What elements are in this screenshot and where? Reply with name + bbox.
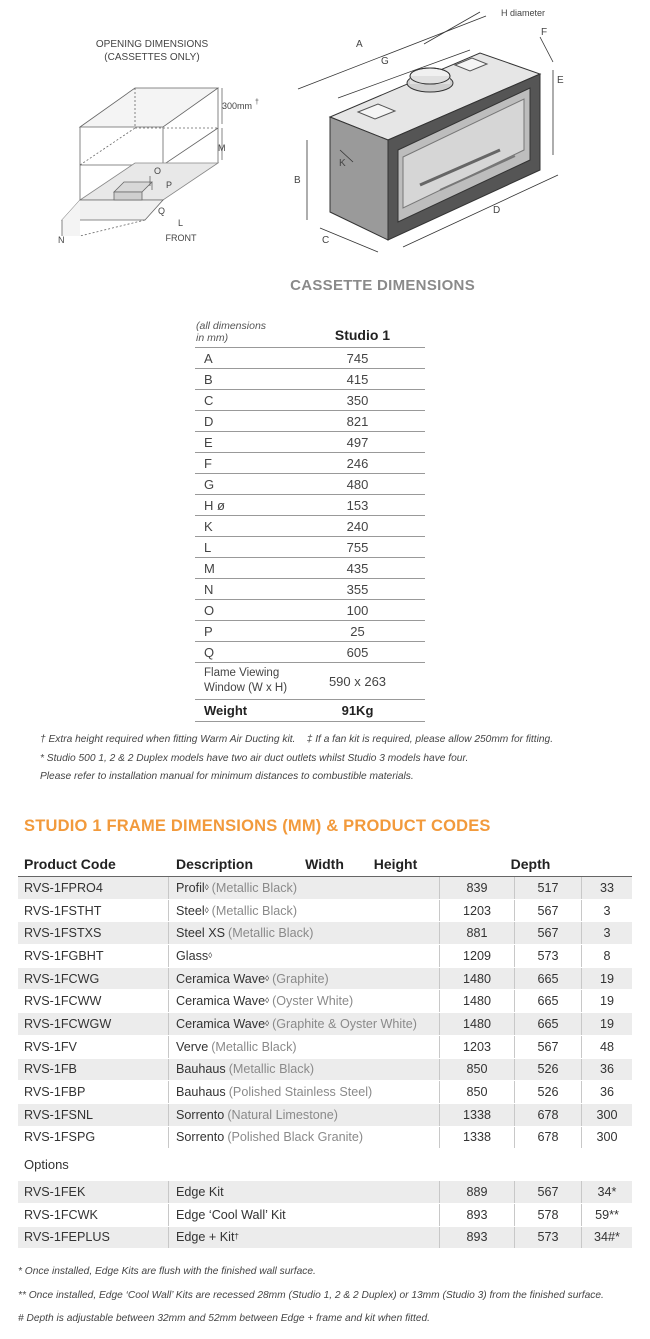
dimension-key: N [204,581,214,597]
product-width: 1203 [440,900,515,922]
cassette-table-header [195,313,425,348]
header-product-code: Product Code [24,856,116,872]
product-code: RVS-1FBP [18,1081,169,1103]
product-code: RVS-1FSTHT [18,900,169,922]
dimension-value: 497 [346,434,369,450]
dimension-key: A [204,350,213,366]
product-description [169,1127,440,1149]
product-description: Profil ◊ (Metallic Black) [169,877,440,899]
header-height: Height [373,856,418,872]
dimension-key: L [204,539,212,555]
product-description [169,1181,440,1203]
cassette-row [195,474,425,495]
product-depth: 19 [599,971,614,986]
label-dagger: † [255,99,259,106]
product-code: RVS-1FEK [18,1181,169,1203]
description-name: Sorrento [176,1130,225,1145]
cassette-row [195,579,425,600]
label-m: M [218,143,226,153]
description-name: Profil [176,880,205,895]
flame-window-row [195,663,425,700]
opening-title-2: (CASSETTES ONLY) [104,52,200,63]
dimension-key: H ø [204,497,225,513]
frame-dimensions-table [18,852,632,1249]
dimension-key: F [204,455,212,471]
label-e: E [557,75,564,86]
product-depth: 19 [599,1016,614,1031]
dimension-value: 755 [346,539,369,555]
product-description: Ceramica Wave ◊ (Oyster White) [169,990,440,1012]
cassette-notes [40,731,640,787]
description-name: Edge ‘Cool Wall’ Kit [176,1207,286,1222]
product-depth: 36 [599,1085,614,1100]
description-name: Edge Kit [176,1185,224,1200]
frame-dimensions-title: STUDIO 1 FRAME DIMENSIONS (MM) & PRODUCT CODES [24,817,491,835]
product-depth: 48 [599,1039,614,1054]
product-code: RVS-1FCWGW [18,1013,169,1035]
product-depth: 300 [596,1107,618,1122]
product-depth: 3 [603,903,611,918]
description-name: Sorrento [176,1107,225,1122]
product-row [18,945,632,968]
product-row [18,968,632,991]
product-row [18,1059,632,1082]
cassette-row [195,348,425,369]
label-d: D [493,205,501,216]
product-code: RVS-1FSNL [18,1104,169,1126]
product-row [18,877,632,900]
cassette-row [195,411,425,432]
dimension-key: C [204,392,214,408]
description-finish: (Metallic Black) [228,1062,315,1077]
dimension-key: D [204,413,214,429]
dimension-value: 821 [346,413,369,429]
product-width: 1338 [440,1104,515,1126]
description-name: Ceramica Wave [176,994,266,1009]
product-width: 889 [440,1181,515,1203]
product-width: 1480 [440,990,515,1012]
note-line-3: Please refer to installation manual for minimum distances to combustible materials. [40,771,414,782]
weight-row [195,700,425,722]
weight-value: 91Kg [341,703,374,718]
dimension-key: M [204,560,215,576]
description-name: Ceramica Wave [176,971,266,986]
product-depth: 3 [603,926,611,941]
product-height: 567 [515,1181,582,1203]
description-name: Steel XS [176,926,226,941]
flame-label-line-2: Window (W x H) [204,682,288,694]
description-name: Edge + Kit [176,1230,235,1245]
cassette-row [195,369,425,390]
dimension-value: 415 [346,371,369,387]
product-depth: 34* [597,1185,617,1200]
description-name: Ceramica Wave [176,1016,266,1031]
product-height: 665 [515,1013,582,1035]
product-depth: 33 [599,880,614,895]
product-height: 665 [515,990,582,1012]
label-300mm: 300mm [222,101,253,111]
description-finish: (Metallic Black) [211,880,298,895]
flame-window-value: 590 x 263 [328,673,387,689]
label-b: B [294,175,301,186]
product-height: 517 [515,877,582,899]
dimension-key: G [204,476,215,492]
cassette-row [195,558,425,579]
header-description: Description [176,856,254,872]
dimension-value: 246 [346,455,369,471]
product-width: 850 [440,1059,515,1081]
product-depth: 34#* [594,1230,620,1245]
description-name: Bauhaus [176,1062,226,1077]
product-description [169,1104,440,1126]
frame-note-3: # Depth is adjustable between 32mm and 52mm between Edge + frame and kit when fitted. [18,1313,430,1324]
frame-note-1: * Once installed, Edge Kits are flush with the finished wall surface. [18,1266,316,1277]
product-height: 526 [515,1059,582,1081]
frame-notes [18,1266,638,1337]
flame-window-label [195,666,310,696]
cassette-row [195,600,425,621]
dimension-key: E [204,434,213,450]
description-finish: (Graphite & Oyster White) [272,1016,417,1031]
product-row [18,1104,632,1127]
dimension-key: K [204,518,213,534]
note-line-1 [40,731,640,750]
product-width: 881 [440,922,515,944]
product-depth: 300 [596,1130,618,1145]
frame-table-header [18,852,632,877]
cassette-row [195,495,425,516]
label-q: Q [158,206,166,216]
frame-rows [18,877,632,1149]
product-width: 1480 [440,1013,515,1035]
cassette-row [195,537,425,558]
dimension-key: P [204,623,213,639]
product-width: 1338 [440,1127,515,1149]
product-code: RVS-1FSTXS [18,922,169,944]
dimension-value: 480 [346,476,369,492]
cassette-row [195,516,425,537]
product-description [169,922,440,944]
product-description: Ceramica Wave ◊ (Graphite & Oyster White) [169,1013,440,1035]
product-description [169,1081,440,1103]
header-width: Width [305,856,344,872]
product-width: 850 [440,1081,515,1103]
label-a: A [356,39,363,50]
dimension-key: B [204,371,213,387]
options-label: Options [18,1149,632,1181]
product-description [169,1059,440,1081]
product-height: 678 [515,1104,582,1126]
product-width: 893 [440,1204,515,1226]
dimension-diagrams [0,0,650,270]
description-finish: (Polished Black Granite) [227,1130,364,1145]
product-row [18,1181,632,1204]
product-code: RVS-1FCWG [18,968,169,990]
header-depth: Depth [510,856,551,872]
product-height: 573 [515,1227,582,1249]
product-width: 1480 [440,968,515,990]
dimension-value: 355 [346,581,369,597]
cassette-diagram-svg [0,0,650,270]
product-code: RVS-1FB [18,1059,169,1081]
product-width: 1209 [440,945,515,967]
product-code: RVS-1FPRO4 [18,877,169,899]
dimension-value: 100 [346,602,369,618]
product-row [18,1013,632,1036]
product-height: 567 [515,922,582,944]
product-height: 567 [515,1036,582,1058]
cassette-dimensions-title [0,277,650,294]
description-finish: (Graphite) [272,971,329,986]
product-row [18,900,632,923]
label-f: F [541,27,548,38]
product-row [18,1204,632,1227]
label-n: N [58,235,65,245]
product-height: 573 [515,945,582,967]
label-k: K [339,158,346,169]
cassette-row [195,642,425,663]
product-width: 839 [440,877,515,899]
product-code: RVS-1FEPLUS [18,1227,169,1249]
cassette-dimensions-table [195,313,425,722]
label-c: C [322,235,330,246]
dimension-value: 240 [346,518,369,534]
description-finish: (Oyster White) [272,994,354,1009]
cassette-title-text: CASSETTE DIMENSIONS [290,277,475,294]
opening-diagram [62,88,222,236]
dimension-value: 153 [346,497,369,513]
cassette-row [195,621,425,642]
description-name: Verve [176,1039,209,1054]
cassette-row [195,453,425,474]
opening-title-1: OPENING DIMENSIONS [95,39,209,50]
option-rows [18,1181,632,1249]
product-depth: 19 [599,994,614,1009]
dimension-value: 25 [350,623,365,639]
description-finish: (Metallic Black) [211,903,298,918]
product-code: RVS-1FV [18,1036,169,1058]
product-depth: 59** [595,1207,619,1222]
product-row [18,1036,632,1059]
model-column-header: Studio 1 [334,327,391,343]
label-h-diameter: H diameter [501,8,546,18]
cassette-illustration [330,53,540,240]
description-finish: (Natural Limestone) [227,1107,338,1122]
product-width: 1203 [440,1036,515,1058]
note-dagger: † Extra height required when fitting Warm Air Ducting kit. [40,734,296,745]
product-description: Ceramica Wave ◊ (Graphite) [169,968,440,990]
description-finish: (Polished Stainless Steel) [228,1085,373,1100]
product-height: 526 [515,1081,582,1103]
label-g: G [381,56,389,67]
product-row [18,1227,632,1250]
dimension-value: 605 [346,644,369,660]
product-row [18,990,632,1013]
product-row [18,1127,632,1150]
cassette-row [195,390,425,411]
dimensions-unit-note [195,320,300,347]
dimension-key: O [204,602,215,618]
unit-note-line-1: (all dimensions [196,320,267,332]
dimension-value: 745 [346,350,369,366]
product-code: RVS-1FSPG [18,1127,169,1149]
product-description: Steel ◊ (Metallic Black) [169,900,440,922]
weight-label: Weight [204,703,248,718]
note-double-dagger: ‡ If a fan kit is required, please allow 250mm for fitting. [306,734,554,745]
product-description [169,1204,440,1226]
description-name: Bauhaus [176,1085,226,1100]
description-finish: (Metallic Black) [211,1039,297,1054]
product-code: RVS-1FCWW [18,990,169,1012]
note-line-2: * Studio 500 1, 2 & 2 Duplex models have two air duct outlets whilst Studio 3 models have four. [40,752,469,764]
product-description [169,1036,440,1058]
unit-note-line-2: in mm) [196,332,229,344]
cassette-rows [195,348,425,663]
cassette-row [195,432,425,453]
product-width: 893 [440,1227,515,1249]
product-height: 665 [515,968,582,990]
label-l: L [178,218,184,228]
product-height: 578 [515,1204,582,1226]
dimension-value: 350 [346,392,369,408]
dimension-value: 435 [346,560,369,576]
product-depth: 8 [603,948,611,963]
product-row [18,1081,632,1104]
frame-note-2: ** Once installed, Edge ‘Cool Wall’ Kits are recessed 28mm (Studio 1, 2 & 2 Duplex) or 13mm (Studio 3) from the finished surface. [18,1289,604,1301]
product-description: Glass ◊ [169,945,440,967]
product-height: 678 [515,1127,582,1149]
product-row [18,922,632,945]
description-name: Steel [176,903,205,918]
label-o: O [154,166,162,176]
dimension-key: Q [204,644,215,660]
product-description: Edge + Kit † [169,1227,440,1249]
description-name: Glass [176,948,209,963]
description-finish: (Metallic Black) [228,926,314,941]
flame-label-line-1: Flame Viewing [204,667,280,679]
product-code: RVS-1FCWK [18,1204,169,1226]
label-p: P [166,180,173,190]
product-code: RVS-1FGBHT [18,945,169,967]
product-depth: 36 [599,1062,614,1077]
label-front: FRONT [165,233,197,243]
product-height: 567 [515,900,582,922]
